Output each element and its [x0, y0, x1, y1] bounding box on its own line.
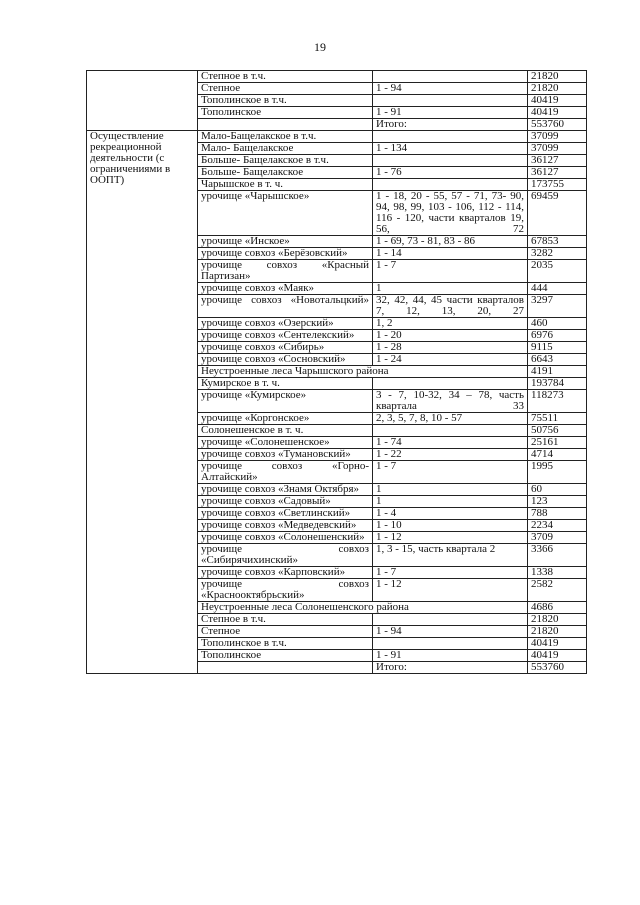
area-cell: 60 [528, 484, 587, 496]
area-cell: 21820 [528, 614, 587, 626]
quarters-cell: 1 - 74 [373, 437, 528, 449]
forest-name-cell: Степное [198, 83, 373, 95]
quarters-cell: 1 - 20 [373, 330, 528, 342]
area-cell: 2234 [528, 520, 587, 532]
area-cell: 553760 [528, 119, 587, 131]
quarters-cell: Итого: [373, 119, 528, 131]
quarters-cell: 32, 42, 44, 45 части кварталов 7, 12, 13, 20, 27 [373, 295, 528, 318]
area-cell: 67853 [528, 236, 587, 248]
forest-name-cell: урочище совхоз «Краснооктябрьский» [198, 579, 373, 602]
forest-name-cell: урочище совхоз «Медведевский» [198, 520, 373, 532]
forest-name-cell: урочище совхоз «Новотальцкий» [198, 295, 373, 318]
area-cell: 123 [528, 496, 587, 508]
forest-name-cell: урочище совхоз «Солонешенский» [198, 532, 373, 544]
forest-name-cell [198, 119, 373, 131]
forest-name-cell: урочище «Кумирское» [198, 390, 373, 413]
forest-name-cell: Неустроенные леса Солонешенского района [198, 602, 528, 614]
forest-name-cell: Тополинское [198, 650, 373, 662]
area-cell: 75511 [528, 413, 587, 425]
area-cell: 6643 [528, 354, 587, 366]
quarters-cell [373, 95, 528, 107]
forest-name-cell: Чарышское в т. ч. [198, 179, 373, 191]
quarters-cell: 1 - 91 [373, 650, 528, 662]
quarters-cell: 1 - 69, 73 - 81, 83 - 86 [373, 236, 528, 248]
forest-name-cell: урочище совхоз «Горно-Алтайский» [198, 461, 373, 484]
quarters-cell: 1 - 4 [373, 508, 528, 520]
quarters-cell: 1 [373, 496, 528, 508]
forest-name-cell: урочище совхоз «Красный Партизан» [198, 260, 373, 283]
forest-name-cell: урочище совхоз «Озерский» [198, 318, 373, 330]
quarters-cell: 1, 2 [373, 318, 528, 330]
quarters-cell: 1 - 134 [373, 143, 528, 155]
area-cell: 37099 [528, 131, 587, 143]
quarters-cell: 1 - 12 [373, 579, 528, 602]
quarters-cell: 1 - 94 [373, 83, 528, 95]
quarters-cell [373, 155, 528, 167]
area-cell: 3282 [528, 248, 587, 260]
area-cell: 40419 [528, 650, 587, 662]
area-cell: 1995 [528, 461, 587, 484]
quarters-cell: 1 - 91 [373, 107, 528, 119]
quarters-cell [373, 131, 528, 143]
area-cell: 553760 [528, 662, 587, 674]
area-cell: 40419 [528, 107, 587, 119]
forest-name-cell: урочище совхоз «Сибирь» [198, 342, 373, 354]
quarters-cell: 1 - 22 [373, 449, 528, 461]
forest-name-cell: Больше- Бащелакское [198, 167, 373, 179]
area-cell: 460 [528, 318, 587, 330]
page-number: 19 [314, 40, 326, 54]
quarters-cell: 1 - 7 [373, 260, 528, 283]
quarters-cell: 1 - 10 [373, 520, 528, 532]
quarters-cell: 1 - 18, 20 - 55, 57 - 71, 73- 90, 94, 98, 99, 103 - 106, 112 - 114, 116 - 120, части кварталов 19, 56, 72 [373, 191, 528, 236]
area-cell: 21820 [528, 71, 587, 83]
quarters-cell [373, 614, 528, 626]
forest-name-cell: урочище совхоз «Садовый» [198, 496, 373, 508]
quarters-cell: 1 - 7 [373, 461, 528, 484]
table-row [87, 71, 587, 83]
quarters-cell: 1 - 12 [373, 532, 528, 544]
quarters-cell [373, 378, 528, 390]
quarters-cell: 2, 3, 5, 7, 8, 10 - 57 [373, 413, 528, 425]
area-cell: 4714 [528, 449, 587, 461]
forest-name-cell: Степное [198, 626, 373, 638]
area-cell: 40419 [528, 95, 587, 107]
forest-district-table [86, 70, 587, 674]
forest-name-cell: урочище совхоз «Берёзовский» [198, 248, 373, 260]
quarters-cell: Итого: [373, 662, 528, 674]
quarters-cell: 1 - 94 [373, 626, 528, 638]
forest-name-cell: урочище совхоз «Тумановский» [198, 449, 373, 461]
area-cell: 2582 [528, 579, 587, 602]
category-cell [87, 71, 198, 131]
area-cell: 69459 [528, 191, 587, 236]
table-row [87, 131, 587, 143]
area-cell: 9115 [528, 342, 587, 354]
quarters-cell: 1 - 7 [373, 567, 528, 579]
area-cell: 50756 [528, 425, 587, 437]
quarters-cell [373, 425, 528, 437]
forest-name-cell [198, 662, 373, 674]
area-cell: 21820 [528, 83, 587, 95]
quarters-cell: 1, 3 - 15, часть квартала 2 [373, 544, 528, 567]
forest-name-cell: урочище совхоз «Знамя Октября» [198, 484, 373, 496]
forest-name-cell: урочище совхоз «Светлинский» [198, 508, 373, 520]
forest-name-cell: Мало-Бащелакское в т.ч. [198, 131, 373, 143]
forest-name-cell: урочище «Чарышское» [198, 191, 373, 236]
area-cell: 21820 [528, 626, 587, 638]
forest-name-cell: Кумирское в т. ч. [198, 378, 373, 390]
quarters-cell: 1 - 24 [373, 354, 528, 366]
area-cell: 6976 [528, 330, 587, 342]
quarters-cell: 1 - 14 [373, 248, 528, 260]
table-body [87, 71, 587, 674]
area-cell: 40419 [528, 638, 587, 650]
forest-name-cell: урочище «Инское» [198, 236, 373, 248]
quarters-cell [373, 638, 528, 650]
area-cell: 25161 [528, 437, 587, 449]
forest-name-cell: урочище совхоз «Карповский» [198, 567, 373, 579]
area-cell: 4686 [528, 602, 587, 614]
quarters-cell: 1 - 76 [373, 167, 528, 179]
forest-name-cell: урочище совхоз «Сентелекский» [198, 330, 373, 342]
quarters-cell [373, 179, 528, 191]
quarters-cell: 1 [373, 283, 528, 295]
forest-name-cell: Неустроенные леса Чарышского района [198, 366, 528, 378]
area-cell: 3709 [528, 532, 587, 544]
area-cell: 3366 [528, 544, 587, 567]
area-cell: 173755 [528, 179, 587, 191]
forest-name-cell: Тополинское в т.ч. [198, 638, 373, 650]
forest-name-cell: урочище «Солонешенское» [198, 437, 373, 449]
forest-name-cell: Мало- Бащелакское [198, 143, 373, 155]
area-cell: 788 [528, 508, 587, 520]
category-cell: Осуществление рекреационной деятельности (с ограничениями в ООПТ) [87, 131, 198, 674]
area-cell: 37099 [528, 143, 587, 155]
area-cell: 4191 [528, 366, 587, 378]
forest-name-cell: Тополинское в т.ч. [198, 95, 373, 107]
area-cell: 36127 [528, 167, 587, 179]
forest-name-cell: урочище совхоз «Маяк» [198, 283, 373, 295]
area-cell: 193784 [528, 378, 587, 390]
area-cell: 3297 [528, 295, 587, 318]
forest-name-cell: Степное в т.ч. [198, 614, 373, 626]
forest-name-cell: Степное в т.ч. [198, 71, 373, 83]
quarters-cell [373, 71, 528, 83]
quarters-cell: 3 - 7, 10-32, 34 – 78, часть квартала 33 [373, 390, 528, 413]
forest-name-cell: Больше- Бащелакское в т.ч. [198, 155, 373, 167]
forest-name-cell: урочище совхоз «Сосновский» [198, 354, 373, 366]
area-cell: 118273 [528, 390, 587, 413]
forest-name-cell: Тополинское [198, 107, 373, 119]
area-cell: 1338 [528, 567, 587, 579]
quarters-cell: 1 - 28 [373, 342, 528, 354]
forest-name-cell: урочище совхоз «Сибирячихинский» [198, 544, 373, 567]
area-cell: 444 [528, 283, 587, 295]
forest-name-cell: Солонешенское в т. ч. [198, 425, 373, 437]
area-cell: 36127 [528, 155, 587, 167]
forest-name-cell: урочище «Коргонское» [198, 413, 373, 425]
quarters-cell: 1 [373, 484, 528, 496]
area-cell: 2035 [528, 260, 587, 283]
